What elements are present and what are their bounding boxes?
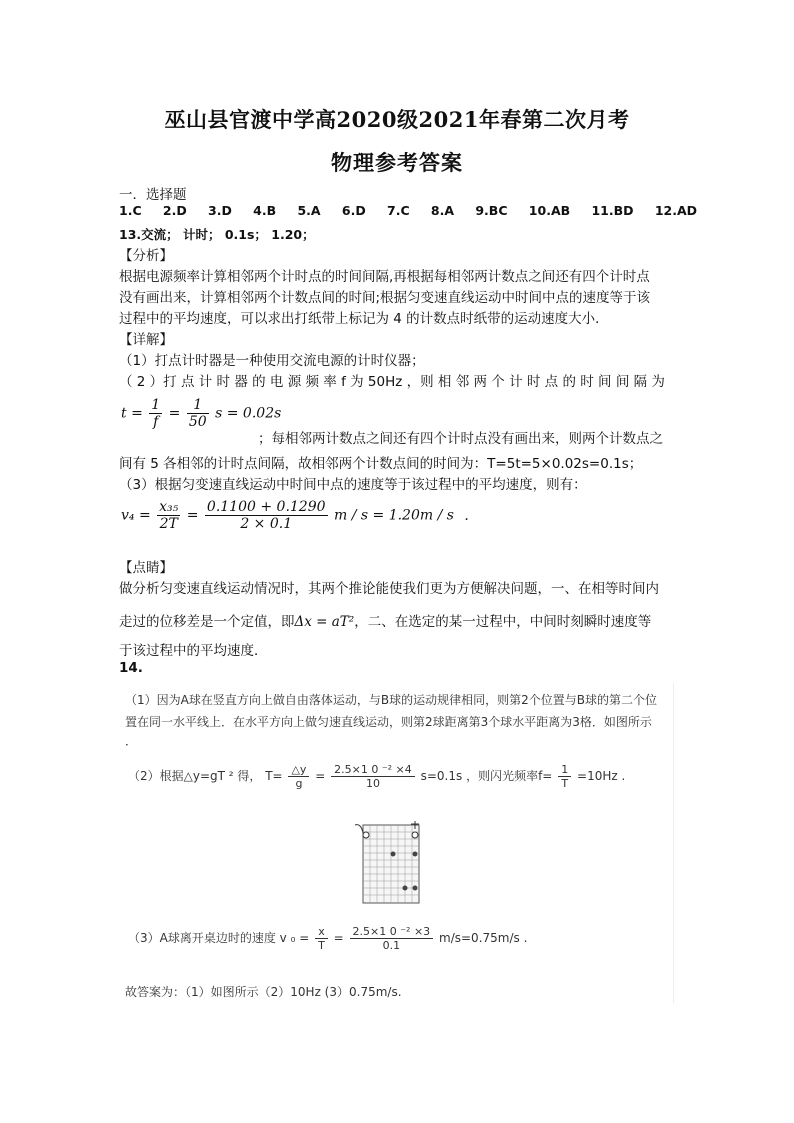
frac-num: 0.1100 + 0.1290 <box>206 499 326 515</box>
q14-p3 <box>128 925 527 952</box>
comment-1: 做分析匀变速直线运动情况时，其两个推论能使我们更为方便解决问题，一、在相等时间内 <box>119 581 659 597</box>
q13-answer: 13.交流； 计时； 0.1s； 1.20； <box>119 227 315 242</box>
choice-answers <box>119 203 714 219</box>
equals: = <box>315 769 326 783</box>
frac-num: 1 <box>151 397 161 413</box>
answer-7: 7.C <box>387 203 410 218</box>
frac-den: 2 × 0.1 <box>240 516 293 532</box>
formula-v-rhs: m / s = 1.20m / s <box>333 507 454 524</box>
fraction-dy-over-g <box>288 763 309 790</box>
comment-2b: ，二、在选定的某一过程中，中间时刻瞬时速度等 <box>354 614 652 630</box>
p3-suffix: m/s=0.75m/s . <box>439 931 528 945</box>
q14-final-answer: 故答案为：（1）如图所示（2）10Hz (3）0.75m/s. <box>125 985 402 999</box>
equals: = <box>186 507 199 524</box>
p2-suffix: =10Hz . <box>577 769 626 783</box>
equals: = <box>168 405 181 422</box>
analysis-line-2: 没有画出来，计算相邻两个计数点间的时间;根据匀变速直线运动中时间中点的速度等于该 <box>119 290 651 306</box>
fraction-x-over-t <box>315 925 328 952</box>
frac-num: 1 <box>187 397 209 414</box>
frac-num: 2.5×1 0 ⁻² ×3 <box>350 925 434 939</box>
q14-p1-line2: 置在同一水平线上．在水平方向上做匀速直线运动，则第2球距离第3个球水平距离为3格．如图所示 <box>125 715 652 729</box>
section-heading: 一．选择题 <box>119 187 187 203</box>
answer-12: 12.AD <box>654 203 698 218</box>
answer-3: 3.D <box>208 203 232 218</box>
answer-1: 1.C <box>119 203 142 218</box>
frac-num: △y <box>288 763 309 777</box>
formula-v-lhs: v₄ = <box>121 507 151 524</box>
fraction-value <box>350 925 434 952</box>
answer-10: 10.AB <box>528 203 571 218</box>
q14-p1-line3: ． <box>125 734 138 748</box>
answer-8: 8.A <box>430 203 455 218</box>
analysis-line-3: 过程中的平均速度，可以求出打纸带上标记为 4 的计数点时纸带的运动速度大小． <box>119 311 609 327</box>
answer-2: 2.D <box>162 203 187 218</box>
detail-label: 【详解】 <box>119 332 173 348</box>
detail-3: （3）根据匀变速直线运动中时间中点的速度等于该过程中的平均速度，则有： <box>119 477 587 493</box>
frac-den: T <box>318 939 325 952</box>
grid-figure <box>353 821 433 907</box>
q14-solution-image <box>116 683 674 1003</box>
p2-prefix: （2）根据△y=gT ² 得， T= <box>128 769 283 783</box>
equals: = <box>333 931 344 945</box>
frac-den: f <box>153 414 159 430</box>
p2-mid: s=0.1s ，则闪光频率f= <box>420 769 553 783</box>
q14-p1-line1: （1）因为A球在竖直方向上做自由落体运动，与B球的运动规律相同，则第2个位置与B球的第二个位 <box>125 693 657 707</box>
p3-prefix: （3）A球离开桌边时的速度 v ₀ = <box>128 931 310 945</box>
q14-p2 <box>128 763 625 790</box>
frac-den: 0.1 <box>382 939 401 952</box>
frac-den: g <box>295 777 303 790</box>
comment-label: 【点睛】 <box>119 560 173 576</box>
fraction-1-over-50 <box>187 397 209 430</box>
formula-delta-x: Δx = aT² <box>294 614 355 630</box>
answer-11: 11.BD <box>591 203 634 218</box>
analysis-label: 【分析】 <box>119 248 173 264</box>
formula-period <box>121 397 281 430</box>
fraction-1-over-t <box>558 763 571 790</box>
answer-6: 6.D <box>341 203 366 218</box>
frac-den: 2T <box>159 516 178 532</box>
analysis-line-1: 根据电源频率计算相邻两个计时点的时间间隔,再根据每相邻两计数点之间还有四个计时点 <box>119 269 650 285</box>
detail-2: （ 2 ）打 点 计 时 器 的 电 源 频 率 f 为 50Hz ，则 相 邻 两 个 计 时 点 的 时 间 间 隔 为 <box>119 374 665 390</box>
formula-end: . <box>464 507 469 524</box>
answer-5: 5.A <box>297 203 321 218</box>
frac-num: 2.5×1 0 ⁻² ×4 <box>331 763 415 777</box>
frac-den: 50 <box>188 414 207 430</box>
answer-4: 4.B <box>253 203 277 218</box>
fraction-x35-over-2t <box>157 499 180 532</box>
exam-subtitle: 物理参考答案 <box>331 150 463 175</box>
comment-2 <box>119 610 651 630</box>
frac-num: x₃₅ <box>159 499 179 515</box>
formula-t-lhs: t = <box>121 405 143 422</box>
frac-den: T <box>561 777 569 790</box>
frac-num: x <box>315 925 328 939</box>
formula-velocity <box>121 499 469 532</box>
comment-2a: 走过的位移差是一个定值，即 <box>119 614 295 630</box>
detail-2-cont: ；每相邻两计数点之间还有四个计时点没有画出来，则两个计数点之 <box>258 431 663 447</box>
fraction-value <box>331 763 415 790</box>
detail-1: （1）打点计时器是一种使用交流电源的计时仪器； <box>119 353 425 369</box>
detail-2-cont2: 间有 5 各相邻的计时点间隔，故相邻两个计数点间的时间为：T=5t=5×0.02s=0.1s； <box>119 456 643 472</box>
answer-9: 9.BC <box>475 203 508 218</box>
fraction-sum-over-0.2 <box>205 499 328 532</box>
comment-3: 于该过程中的平均速度． <box>119 643 268 659</box>
frac-num: 1 <box>558 763 571 777</box>
frac-den: 10 <box>365 777 380 790</box>
fraction-1-over-f <box>149 397 162 430</box>
formula-t-rhs: s = 0.02s <box>215 405 282 422</box>
exam-title: 巫山县官渡中学高2020级2021年春第二次月考 <box>164 107 630 132</box>
q14-label: 14. <box>119 660 143 676</box>
